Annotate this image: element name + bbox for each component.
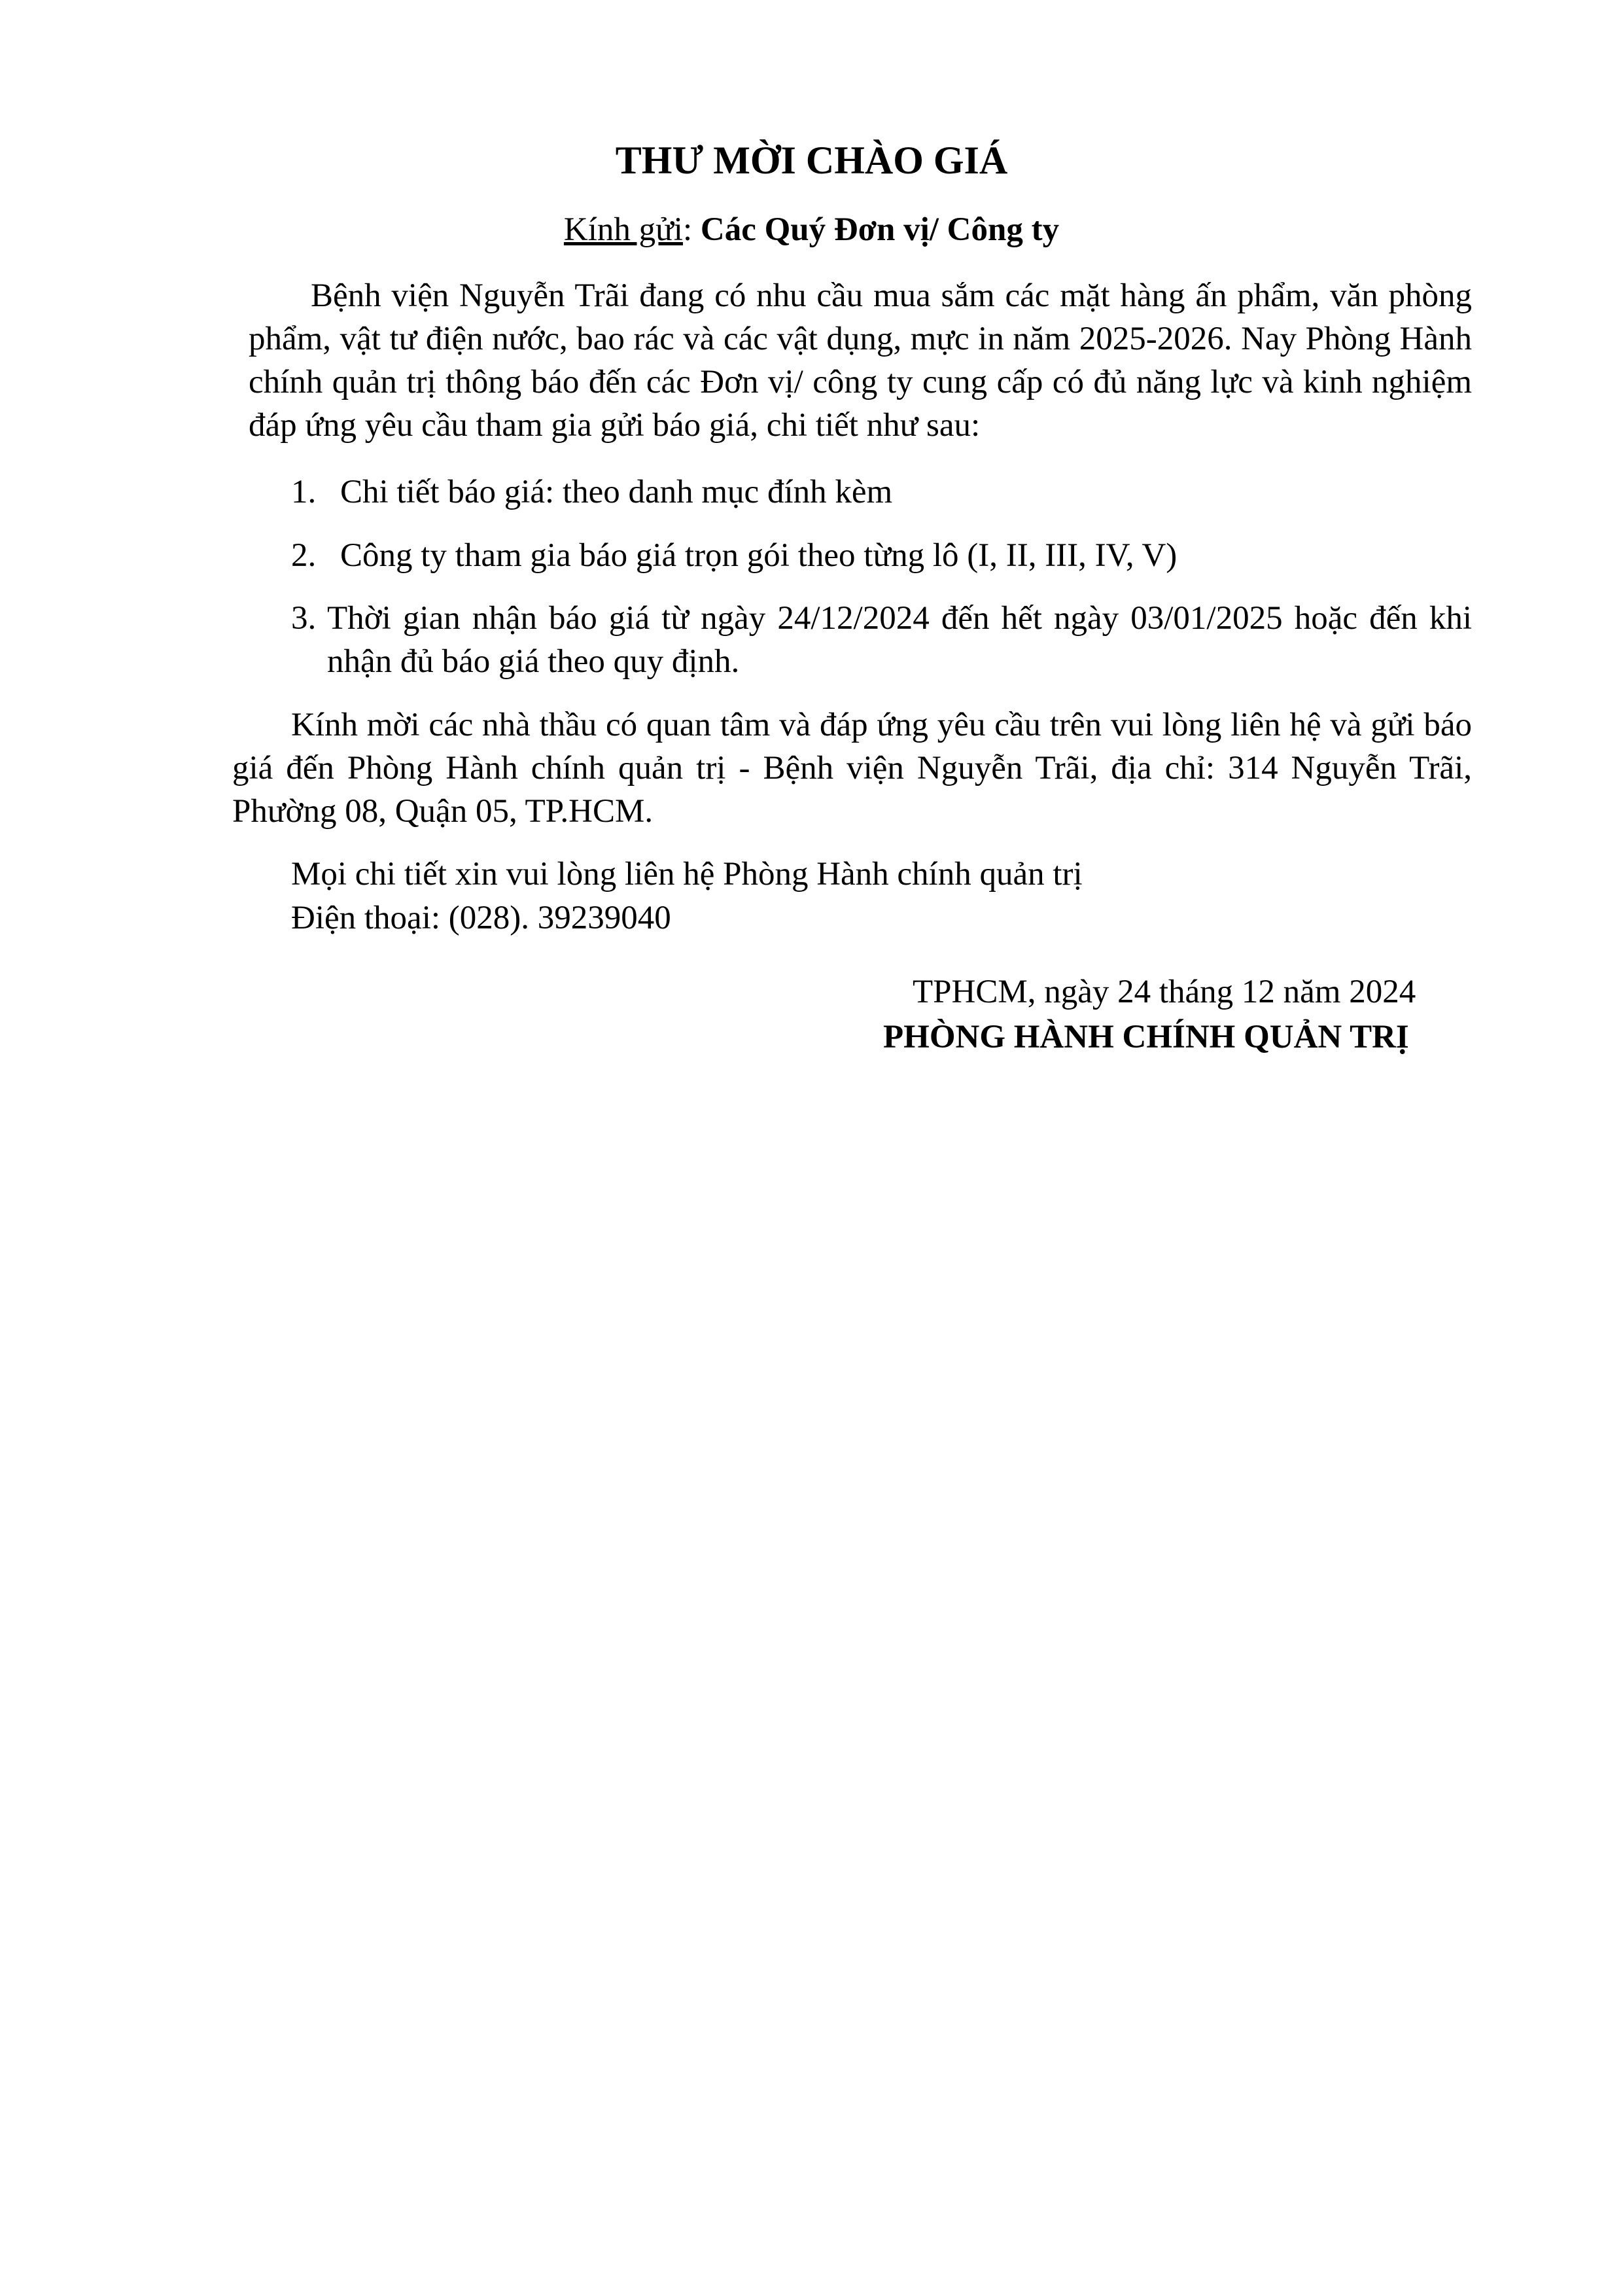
list-item-number: 1. (291, 474, 317, 510)
salutation-separator: : (682, 211, 701, 248)
list-item-number: 2. (291, 537, 317, 574)
phone-line: Điện thoại: (028). 39239040 (291, 900, 671, 936)
list-item-text: Chi tiết báo giá: theo danh mục đính kèm (340, 474, 893, 510)
contact-note: Mọi chi tiết xin vui lòng liên hệ Phòng Hành chính quản trị (291, 856, 1083, 892)
list-item-text: Công ty tham gia báo giá trọn gói theo từng lô (I, II, III, IV, V) (340, 537, 1178, 574)
signer-department: PHÒNG HÀNH CHÍNH QUẢN TRỊ (883, 1019, 1409, 1055)
list-item-text: Thời gian nhận báo giá từ ngày 24/12/2024 đến hết ngày 03/01/2025 hoặc đến khi nhận đủ báo giá theo quy định. (327, 600, 1472, 680)
salutation-line (0, 208, 1623, 251)
document-title: THƯ MỜI CHÀO GIÁ (615, 139, 1008, 182)
list-item-number: 3. (291, 600, 317, 637)
salutation-label: Kính gửi (563, 211, 683, 248)
intro-paragraph: Bệnh viện Nguyễn Trãi đang có nhu cầu mua sắm các mặt hàng ấn phẩm, văn phòng phẩm, vật tư điện nước, bao rác và các vật dụng, mực in năm 2025-2026. Nay Phòng Hành chính quản trị thông báo đến các Đơn vị/ công ty cung cấp có đủ năng lực và kinh nghiệm đáp ứng yêu cầu tham gia gửi báo giá, chi tiết như sau: (249, 277, 1472, 444)
date-line: TPHCM, ngày 24 tháng 12 năm 2024 (913, 974, 1416, 1010)
salutation-recipient: Các Quý Đơn vị/ Công ty (700, 211, 1060, 248)
closing-paragraph: Kính mời các nhà thầu có quan tâm và đáp ứng yêu cầu trên vui lòng liên hệ và gửi báo giá đến Phòng Hành chính quản trị - Bệnh viện Nguyễn Trãi, địa chỉ: 314 Nguyễn Trãi, Phường 08, Quận 05, TP.HCM. (232, 707, 1472, 830)
